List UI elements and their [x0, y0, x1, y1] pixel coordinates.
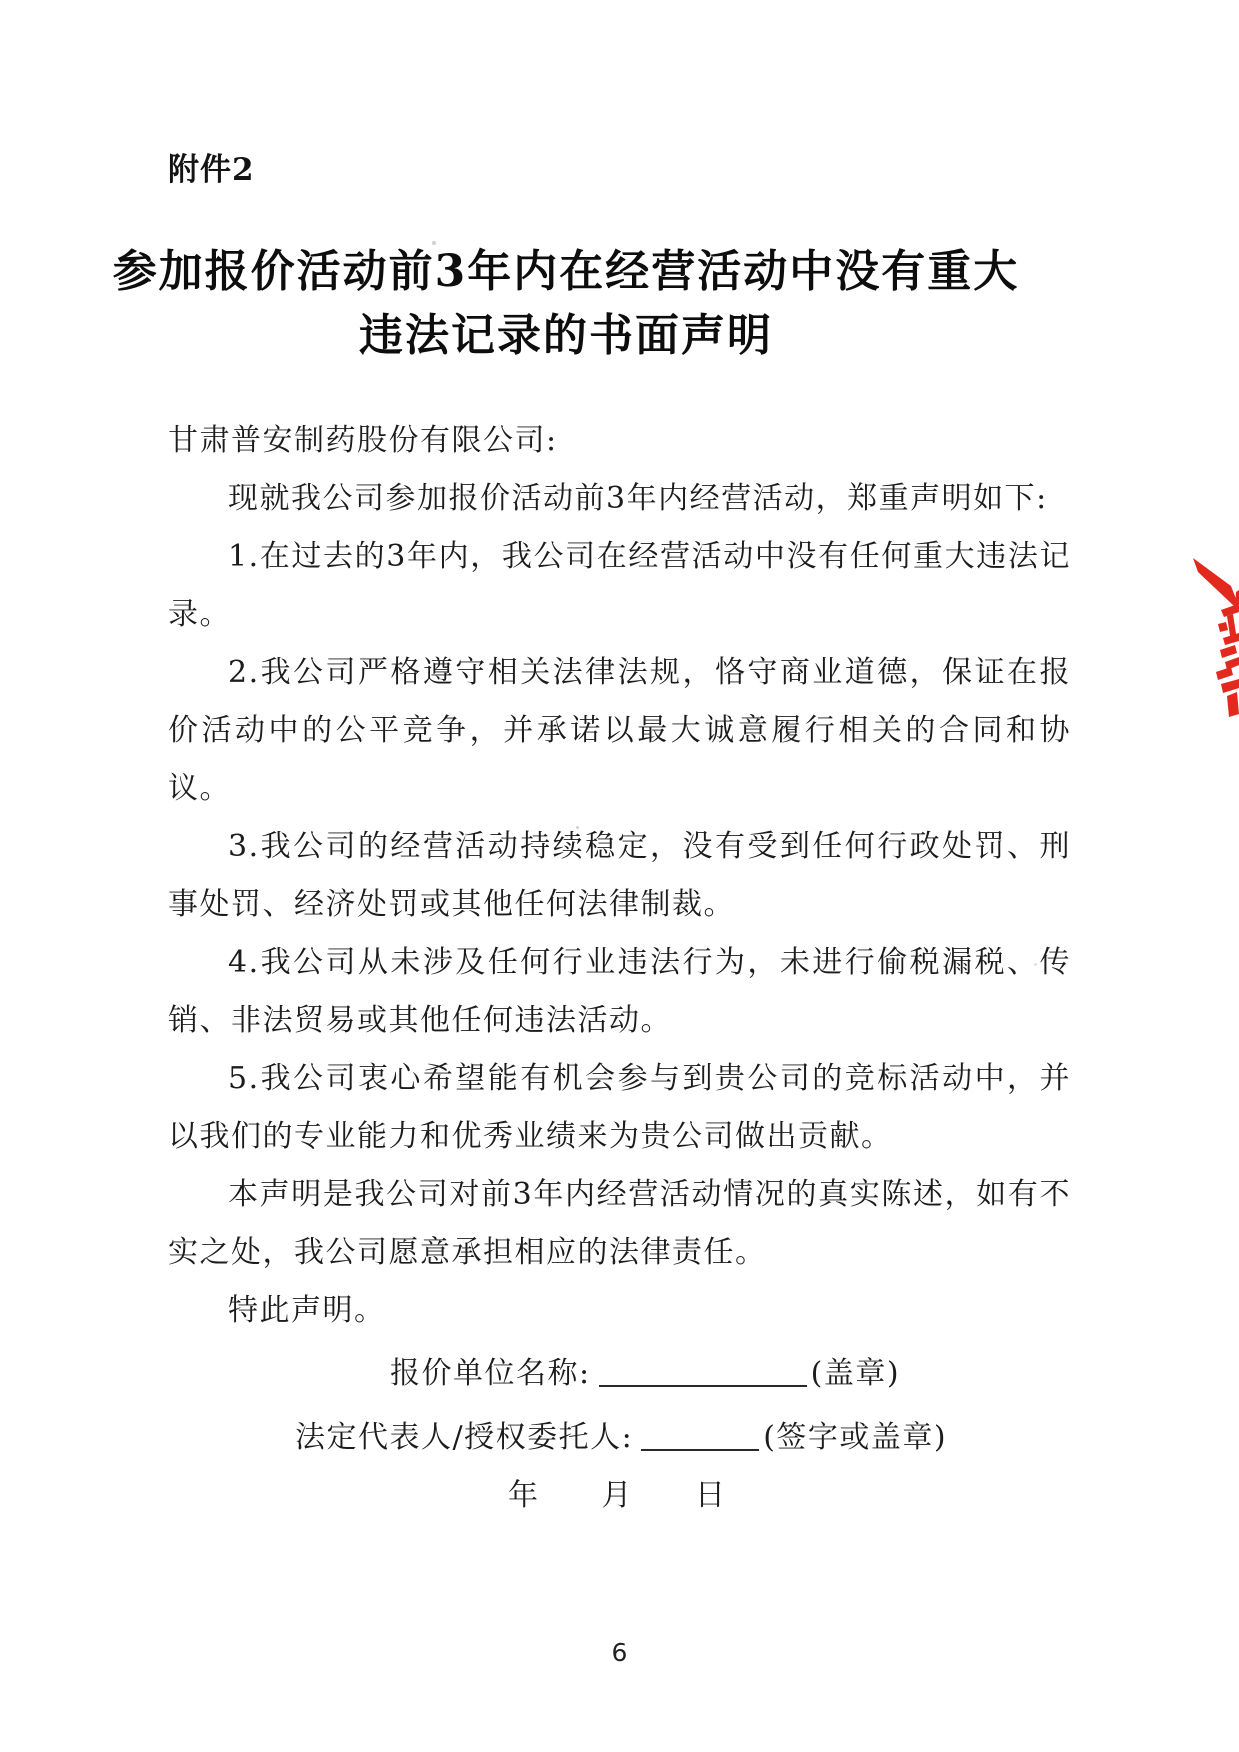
- scan-artifact-dot: [1034, 963, 1037, 966]
- representative-blank: [641, 1419, 759, 1451]
- signature-date-line: [508, 1470, 727, 1514]
- quote-unit-seal-note: (盖章): [810, 1356, 901, 1391]
- signature-representative-line: [295, 1412, 947, 1456]
- date-day-label: 日: [695, 1478, 727, 1513]
- salutation: 甘肃普安制药股份有限公司:: [168, 423, 558, 458]
- paragraph-closing: 特此声明。: [228, 1293, 386, 1328]
- scan-artifact-dot: [576, 826, 579, 829]
- red-seal-stamp-fragment: [1191, 552, 1239, 720]
- signature-unit-line: [390, 1348, 900, 1392]
- page-number: 6: [611, 1638, 628, 1667]
- quote-unit-label: 报价单位名称:: [390, 1356, 591, 1391]
- attachment-label: 附件2: [168, 152, 255, 188]
- quote-unit-blank: [599, 1355, 807, 1387]
- date-year-label: 年: [508, 1478, 540, 1513]
- representative-seal-note: (签字或盖章): [763, 1420, 948, 1455]
- date-month-label: 月: [601, 1478, 633, 1513]
- paragraph-item-4: 4.我公司从未涉及任何行业违法行为，未进行偷税漏税、传销、非法贸易或其他任何违法活动。: [168, 945, 1071, 1038]
- representative-label: 法定代表人/授权委托人:: [295, 1420, 634, 1455]
- paragraph-item-1: 1.在过去的3年内，我公司在经营活动中没有任何重大违法记录。: [168, 539, 1071, 632]
- document-title: [0, 240, 1132, 368]
- title-line-2: 违法记录的书面声明: [359, 310, 773, 361]
- paragraph-item-5: 5.我公司衷心希望能有机会参与到贵公司的竞标活动中，并以我们的专业能力和优秀业绩来为贵公司做出贡献。: [168, 1061, 1071, 1154]
- paragraph-intro: 现就我公司参加报价活动前3年内经营活动，郑重声明如下:: [228, 481, 1048, 516]
- title-line-1: 参加报价活动前3年内在经营活动中没有重大: [112, 246, 1020, 297]
- document-body: [168, 412, 1071, 1340]
- scan-artifact-dot: [432, 241, 436, 245]
- paragraph-item-3: 3.我公司的经营活动持续稳定，没有受到任何行政处罚、刑事处罚、经济处罚或其他任何法律制裁。: [168, 829, 1071, 922]
- paragraph-item-2: 2.我公司严格遵守相关法律法规，恪守商业道德，保证在报价活动中的公平竞争，并承诺以最大诚意履行相关的合同和协议。: [168, 655, 1071, 806]
- paragraph-statement-truth: 本声明是我公司对前3年内经营活动情况的真实陈述，如有不实之处，我公司愿意承担相应的法律责任。: [168, 1177, 1071, 1270]
